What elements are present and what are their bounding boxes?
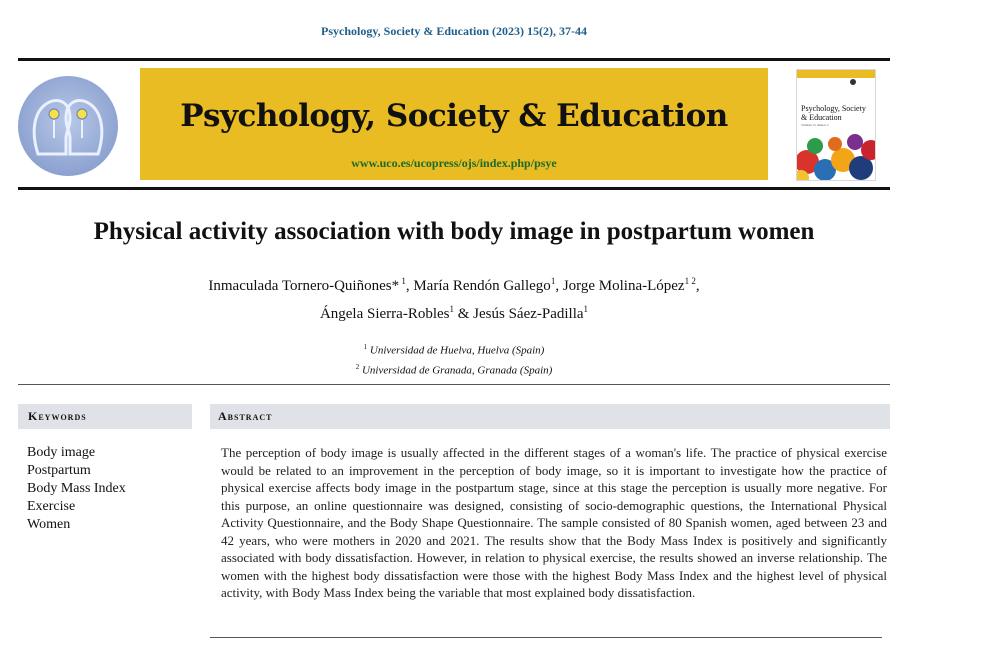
abstract-text: The perception of body image is usually affected in the different stages of a woman's life. The practice of physical exercise would be related to an improvement in the perception of body image, so it is important to investigate how the practice of physical exercise affects body image in the postpartum stage, since at this stage the perception is usually more negative. For this purpose, an online questionnaire was designed, consisting of socio-demographic questions, the International Physical Activity Questionnaire, and the Body Shape Questionnaire. The sample consisted of 80 Spanish women, aged between 23 and 42 years, who were mothers in 2020 and 2021. The results show that the Body Mass Index is positively and significantly associated with body dissatisfaction. However, in relation to physical exercise, the results showed an inverse relationship. The women with the highest body dissatisfaction were those with the highest Body Mass Index and the highest level of physical activity, with Body Mass Index being the variable that most explained body dissatisfaction. bbox=[221, 445, 887, 600]
author-separator: , bbox=[695, 278, 700, 294]
affiliation-list bbox=[0, 339, 908, 378]
abstract-heading: Abstract bbox=[210, 404, 890, 429]
keyword-item: Exercise bbox=[27, 499, 76, 514]
journal-logo-icon bbox=[18, 76, 118, 176]
affiliation-text: Universidad de Granada, Granada (Spain) bbox=[361, 364, 553, 377]
author-name: Ángela Sierra-Robles bbox=[319, 306, 450, 322]
author-line-2 bbox=[0, 298, 908, 326]
affiliation-mark: 1 bbox=[363, 343, 368, 351]
journal-url-link[interactable]: www.uco.es/ucopress/ojs/index.php/psye bbox=[351, 156, 557, 170]
cover-subtitle: Volumen 15, número 2 bbox=[801, 123, 829, 127]
author-separator: & bbox=[453, 306, 474, 322]
author-name: Jorge Molina-López bbox=[562, 278, 685, 294]
author-name: Inmaculada Tornero-Quiñones* bbox=[208, 278, 400, 294]
header-bottom-rule bbox=[18, 187, 890, 190]
affiliation-text: Universidad de Huelva, Huelva (Spain) bbox=[369, 344, 545, 357]
keywords-heading: Keywords bbox=[18, 404, 192, 429]
author-affil-mark: 1 bbox=[449, 304, 454, 314]
journal-citation: Psychology, Society & Education (2023) 15(2), 37-44 bbox=[321, 24, 587, 38]
author-name: Jesús Sáez-Padilla bbox=[473, 306, 584, 322]
keyword-item: Postpartum bbox=[27, 463, 91, 478]
affiliation-item bbox=[0, 359, 908, 379]
author-separator: , bbox=[555, 278, 563, 294]
header-top-rule bbox=[18, 58, 890, 61]
journal-banner bbox=[140, 68, 768, 180]
author-name: María Rendón Gallego bbox=[413, 278, 551, 294]
keyword-item: Women bbox=[27, 517, 71, 532]
cover-title: Psychology, Society & Education bbox=[801, 104, 866, 122]
author-affil-mark: 1 bbox=[550, 276, 556, 286]
affiliation-mark: 2 bbox=[355, 362, 360, 371]
abstract-bottom-rule bbox=[210, 637, 882, 638]
keyword-item: Body image bbox=[27, 445, 96, 460]
journal-cover-icon bbox=[796, 69, 876, 181]
author-separator: , bbox=[405, 278, 414, 294]
author-affil-mark: 1 bbox=[399, 276, 406, 286]
author-affil-mark: 1 2 bbox=[684, 276, 696, 286]
author-list bbox=[0, 270, 908, 326]
author-affil-mark: 1 bbox=[583, 304, 589, 314]
author-line-1 bbox=[0, 270, 908, 298]
journal-title: Psychology, Society & Education bbox=[180, 98, 728, 134]
keyword-item: Body Mass Index bbox=[27, 481, 126, 496]
affiliation-item bbox=[0, 339, 908, 359]
keyword-list bbox=[27, 444, 126, 534]
section-divider bbox=[18, 384, 890, 385]
article-title: Physical activity association with body image in postpartum women bbox=[93, 218, 815, 245]
